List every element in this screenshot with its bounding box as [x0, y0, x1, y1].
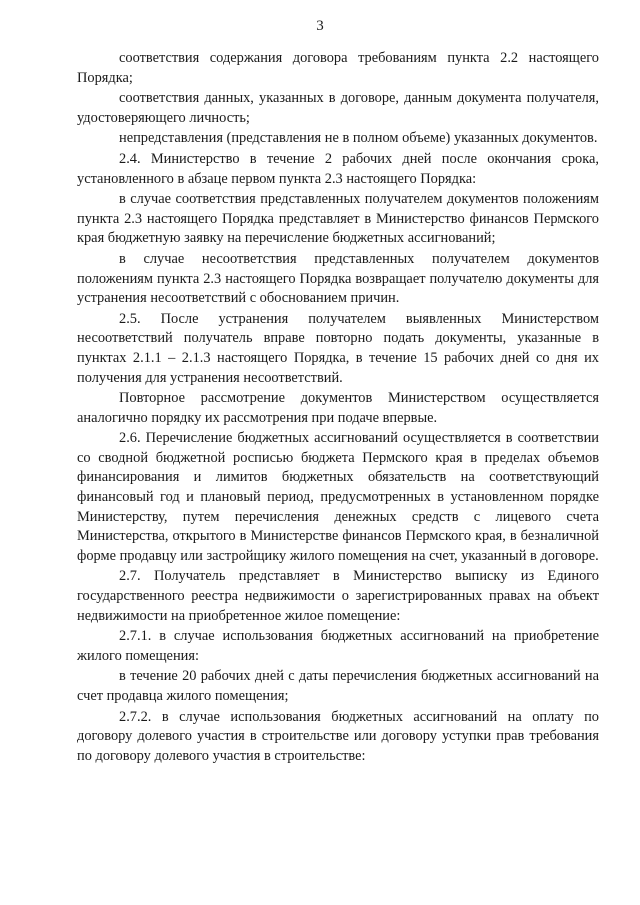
paragraph-repeat-review: Повторное рассмотрение документов Министерством осуществляется аналогично порядку их рассмотрения при подаче впервые. — [77, 390, 599, 426]
document-body — [77, 49, 599, 767]
paragraph-condition-missing-documents: непредставления (представления не в полном объеме) указанных документов. — [119, 130, 598, 147]
page-number: 3 — [316, 18, 324, 34]
paragraph-clause-2-4: 2.4. Министерство в течение 2 рабочих дней после окончания срока, установленного в абзаце первом пункта 2.3 настоящего Порядка: — [77, 150, 599, 187]
paragraph-clause-2-6: 2.6. Перечисление бюджетных ассигнований осуществляется в соответствии со сводной бюджетной росписью бюджета Пермского края в пределах объемов финансирования и лимитов бюджетных обязательств на соответствующий финансовый год и плановый период, предусмотренных в установленном порядке Министерству, путем перечисления денежных средств с лицевого счета Министерства, открытого в Министерстве финансов Пермского края, в безналичной форме продавцу или застройщику жилого помещения на счет, указанный в договоре. — [77, 430, 599, 564]
paragraph-clause-2-4-noncompliance: в случае несоответствия представленных получателем документов положениям пункта 2.3 настоящего Порядка возвращает получателю документы для устранения несоответствий с обоснованием причин. — [77, 250, 599, 307]
paragraph-condition-identity: соответствия данных, указанных в договоре, данным документа получателя, удостоверяющего личность; — [77, 90, 599, 126]
paragraph-clause-2-7-1: 2.7.1. в случае использования бюджетных ассигнований на приобретение жилого помещения: — [77, 628, 599, 664]
paragraph-clause-2-5: 2.5. После устранения получателем выявленных Министерством несоответствий получатель вправе повторно подать документы, указанные в пунктах 2.1.1 – 2.1.3 настоящего Порядка, в течение 15 рабочих дней со дня их получения для устранения несоответствий. — [77, 310, 599, 386]
paragraph-clause-2-7-2: 2.7.2. в случае использования бюджетных ассигнований на оплату по договору долевого участия в строительстве или договору уступки прав требования по договору долевого участия в строительстве: — [77, 708, 599, 764]
paragraph-clause-2-7-1-term: в течение 20 рабочих дней с даты перечисления бюджетных ассигнований на счет продавца жилого помещения; — [77, 668, 599, 704]
paragraph-clause-2-4-compliance: в случае соответствия представленных получателем документов положениям пункта 2.3 настоящего Порядка представляет в Министерство финансов Пермского края бюджетную заявку на перечисление бюджетных ассигнований; — [77, 191, 599, 247]
paragraph-condition-contract: соответствия содержания договора требованиям пункта 2.2 настоящего Порядка; — [77, 50, 599, 86]
paragraph-clause-2-7: 2.7. Получатель представляет в Министерство выписку из Единого государственного реестра недвижимости о зарегистрированных правах на объект недвижимости на приобретенное жилое помещение: — [77, 568, 599, 624]
